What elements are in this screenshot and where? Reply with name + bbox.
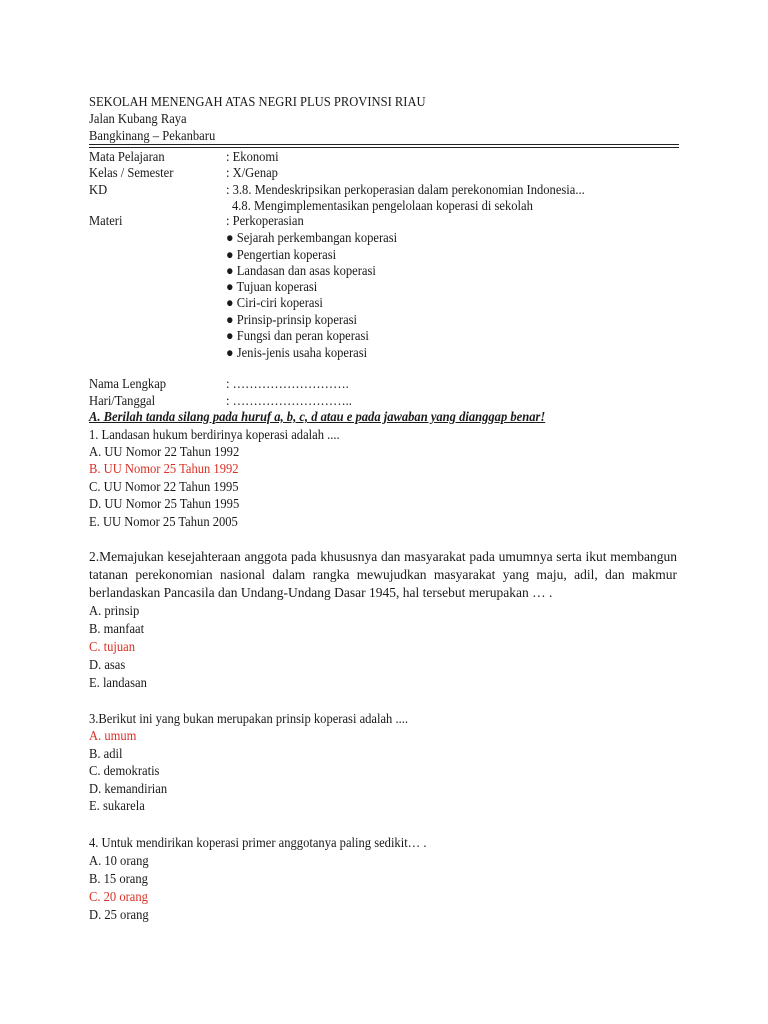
q3-option-e[interactable]: E. sukarela xyxy=(89,798,145,813)
materi-item: ● Fungsi dan peran koperasi xyxy=(226,328,369,343)
header-rule-top xyxy=(89,144,679,145)
mapel-label: Mata Pelajaran xyxy=(89,149,165,164)
instruction: A. Berilah tanda silang pada huruf a, b, c, d atau e pada jawaban yang dianggap benar! xyxy=(89,409,546,424)
materi-item: ● Prinsip-prinsip koperasi xyxy=(226,312,358,327)
question-1-text: 1. Landasan hukum berdirinya koperasi adalah .... xyxy=(89,427,340,442)
kd-value-2: 4.8. Mengimplementasikan pengelolaan koperasi di sekolah xyxy=(232,198,533,213)
school-address: Jalan Kubang Raya xyxy=(89,111,187,126)
q3-option-a[interactable]: A. umum xyxy=(89,728,137,743)
materi-item: ● Jenis-jenis usaha koperasi xyxy=(226,345,368,360)
mapel-value: : Ekonomi xyxy=(226,149,279,164)
q4-option-c[interactable]: C. 20 orang xyxy=(89,889,148,904)
kd-label: KD xyxy=(89,182,108,197)
header-rule-bottom xyxy=(89,147,679,148)
question-2-text: 2.Memajukan kesejahteraan anggota pada khususnya dan masyarakat pada umumnya serta ikut membangun tatanan perekonomian nasional dalam rangka mewujudkan masyarakat yang maju, adil, dan makmur berlandaskan Pancasila dan Undang-Undang Dasar 1945, hal tersebut merupakan … . xyxy=(89,549,677,600)
materi-item: ● Landasan dan asas koperasi xyxy=(226,263,376,278)
school-city: Bangkinang – Pekanbaru xyxy=(89,128,216,143)
materi-item: ● Tujuan koperasi xyxy=(226,279,318,294)
nama-label: Nama Lengkap xyxy=(89,376,167,391)
kelas-label: Kelas / Semester xyxy=(89,165,174,180)
kd-value-1: : 3.8. Mendeskripsikan perkoperasian dalam perekonomian Indonesia... xyxy=(226,182,585,197)
q2-option-e[interactable]: E. landasan xyxy=(89,675,147,690)
materi-label: Materi xyxy=(89,213,123,228)
q2-option-a[interactable]: A. prinsip xyxy=(89,603,140,618)
hari-value: : ……………………….. xyxy=(226,393,352,408)
kelas-value: : X/Genap xyxy=(226,165,278,180)
q1-option-d[interactable]: D. UU Nomor 25 Tahun 1995 xyxy=(89,496,240,511)
q4-option-b[interactable]: B. 15 orang xyxy=(89,871,148,886)
q1-option-c[interactable]: C. UU Nomor 22 Tahun 1995 xyxy=(89,479,239,494)
q4-option-d[interactable]: D. 25 orang xyxy=(89,907,149,922)
q2-option-c[interactable]: C. tujuan xyxy=(89,639,136,654)
q2-option-d[interactable]: D. asas xyxy=(89,657,126,672)
q3-option-c[interactable]: C. demokratis xyxy=(89,763,160,778)
q4-option-a[interactable]: A. 10 orang xyxy=(89,853,149,868)
question-4-text: 4. Untuk mendirikan koperasi primer anggotanya paling sedikit… . xyxy=(89,835,427,850)
q1-option-b[interactable]: B. UU Nomor 25 Tahun 1992 xyxy=(89,461,239,476)
q2-option-b[interactable]: B. manfaat xyxy=(89,621,145,636)
q1-option-a[interactable]: A. UU Nomor 22 Tahun 1992 xyxy=(89,444,240,459)
materi-item: ● Sejarah perkembangan koperasi xyxy=(226,230,398,245)
school-name: SEKOLAH MENENGAH ATAS NEGRI PLUS PROVINSI RIAU xyxy=(89,94,426,109)
materi-item: ● Pengertian koperasi xyxy=(226,247,337,262)
q3-option-d[interactable]: D. kemandirian xyxy=(89,781,168,796)
hari-label: Hari/Tanggal xyxy=(89,393,156,408)
materi-value: : Perkoperasian xyxy=(226,213,304,228)
nama-value: : ………………………. xyxy=(226,376,349,391)
materi-item: ● Ciri-ciri koperasi xyxy=(226,295,323,310)
q1-option-e[interactable]: E. UU Nomor 25 Tahun 2005 xyxy=(89,514,238,529)
q3-option-b[interactable]: B. adil xyxy=(89,746,123,761)
question-3-text: 3.Berikut ini yang bukan merupakan prinsip koperasi adalah .... xyxy=(89,711,409,726)
